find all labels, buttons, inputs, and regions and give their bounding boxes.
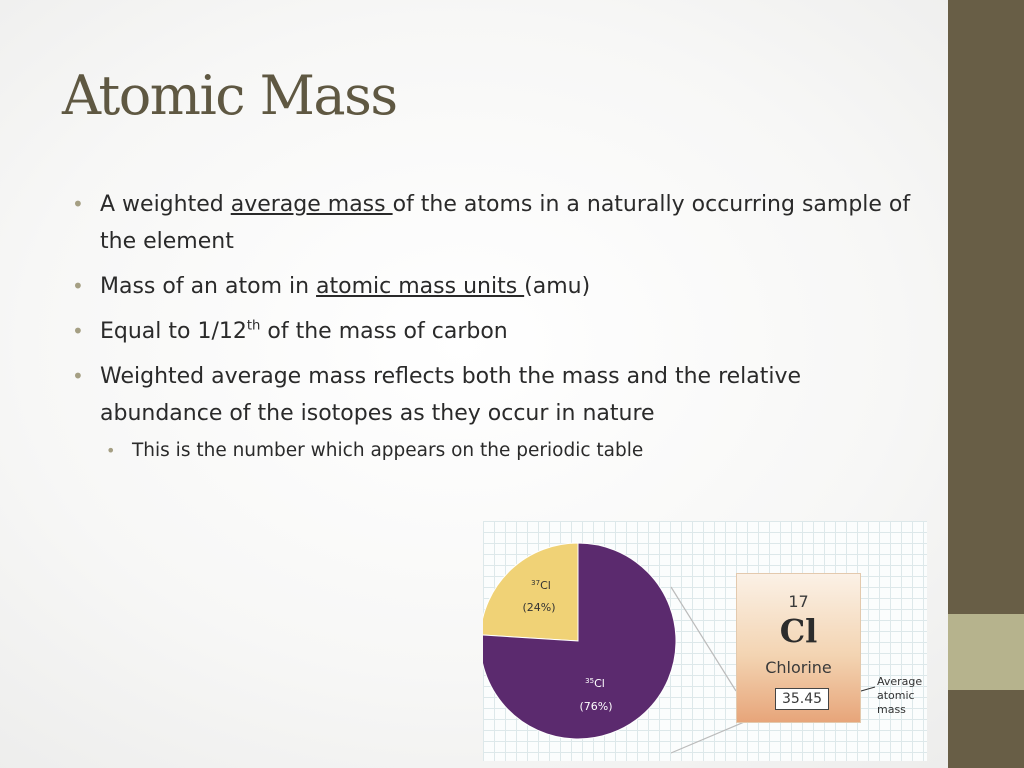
bullet-text: Weighted average mass reflects both the mass and the relative abundance of the isotopes as they occur in nature	[100, 364, 802, 426]
sub-bullet-text: This is the number which appears on the periodic table	[132, 440, 644, 461]
slice-label-cl37: $^{37}$Cl	[531, 579, 551, 592]
bullet-underlined-term: atomic mass units	[316, 274, 525, 299]
bullet-text: Equal to 1/12	[100, 319, 247, 344]
slice-label-cl35: $^{35}$Cl	[585, 677, 605, 690]
atomic-mass-value: 35.45	[775, 688, 829, 710]
bullet-item	[72, 313, 912, 350]
bullet-text: (amu)	[524, 274, 591, 299]
periodic-table-tile	[736, 573, 861, 723]
bullet-text: A weighted	[100, 192, 231, 217]
sub-bullet-item	[72, 436, 912, 466]
atomic-number: 17	[788, 592, 809, 611]
bullet-icon: •	[72, 192, 84, 216]
bullet-icon: •	[72, 319, 84, 343]
slide-title: Atomic Mass	[62, 64, 397, 127]
bullet-item	[72, 358, 912, 432]
bullet-text: of the mass of carbon	[260, 319, 508, 344]
chlorine-isotope-figure	[483, 521, 927, 761]
bullet-text: Mass of an atom in	[100, 274, 317, 299]
bullet-icon: •	[72, 274, 84, 298]
bullet-superscript: th	[246, 318, 261, 334]
bullet-item	[72, 186, 912, 260]
average-atomic-mass-callout: Average atomic mass	[877, 675, 923, 716]
element-name: Chlorine	[765, 658, 832, 677]
bullet-list	[72, 186, 912, 474]
bullet-item	[72, 268, 912, 305]
pie-slice-cl37	[483, 543, 578, 641]
connector-line	[671, 587, 736, 691]
bullet-text: of the atoms in a naturally occurring sample of the element	[100, 192, 911, 254]
bullet-underlined-term: average mass	[230, 192, 393, 217]
slice-percent-cl35: (76%)	[579, 700, 613, 713]
bullet-icon: •	[72, 364, 84, 388]
decorative-sidebar-accent	[948, 614, 1024, 690]
slice-percent-cl37: (24%)	[522, 601, 556, 614]
sub-bullet-icon: •	[106, 441, 116, 460]
element-symbol: Cl	[779, 612, 818, 650]
